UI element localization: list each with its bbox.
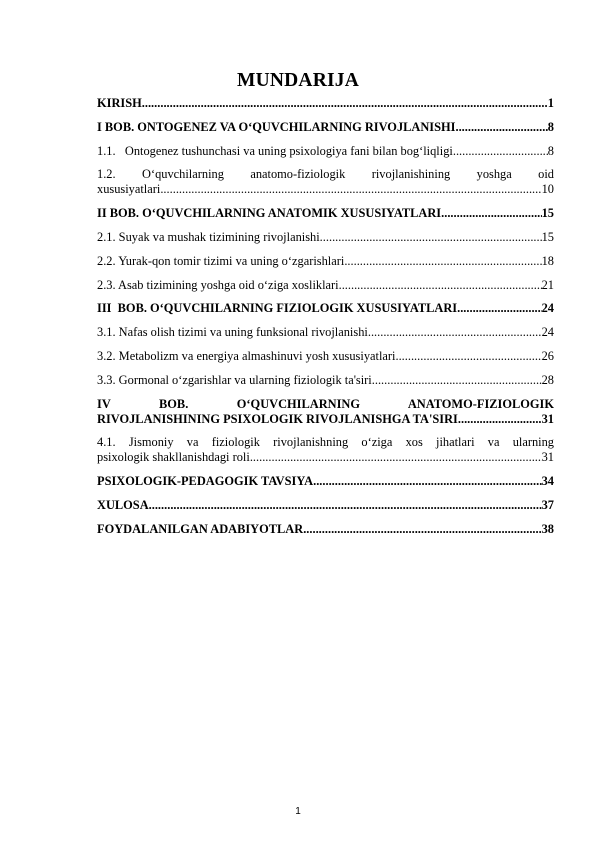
toc-entry-text: 2.3. Asab tizimining yoshga oid o‘ziga xosliklari <box>97 277 339 292</box>
toc-entry-text-line2: RIVOJLANISHINING PSIXOLOGIK RIVOJLANISHGA TA'SIRI <box>97 411 458 426</box>
toc-entry-3-2[interactable] <box>97 349 554 364</box>
dot-leader <box>142 96 548 111</box>
dot-leader <box>320 230 542 245</box>
dot-leader <box>344 254 541 269</box>
toc-entry-text-line1: 4.1. Jismoniy va fiziologik rivojlanishning o‘ziga xos jihatlari va ularning <box>97 435 554 450</box>
toc-entry-text-line1: IV BOB. O‘QUVCHILARNING ANATOMO-FIZIOLOGIK <box>97 396 554 411</box>
toc-page-number: 18 <box>541 253 554 268</box>
toc-entry-1-1[interactable] <box>97 144 554 159</box>
toc-entry-text: I BOB. ONTOGENEZ VA O‘QUVCHILARNING RIVOJLANISHI <box>97 119 456 134</box>
toc-page-number: 21 <box>541 277 554 292</box>
dot-leader <box>453 144 548 159</box>
toc-entry-text: 3.3. Gormonal o‘zgarishlar va ularning fiziologik ta'siri <box>97 372 372 387</box>
dot-leader <box>457 301 542 316</box>
toc-entry-text: 2.1. Suyak va mushak tizimining rivojlanishi <box>97 229 320 244</box>
toc-entry-text: 3.2. Metabolizm va energiya almashinuvi yosh xususiyatlari <box>97 348 396 363</box>
toc-entry-chapter-2[interactable] <box>97 206 554 221</box>
toc-page-number: 38 <box>541 521 554 536</box>
dot-leader <box>160 182 541 197</box>
toc-entry-chapter-1[interactable] <box>97 120 554 135</box>
toc-page-number: 34 <box>541 474 554 489</box>
toc-entry-text: PSIXOLOGIK-PEDAGOGIK TAVSIYA <box>97 474 314 489</box>
dot-leader <box>313 474 542 489</box>
toc-page-number: 24 <box>541 325 554 340</box>
toc-entry-text: XULOSA <box>97 497 149 512</box>
toc-entry-recommendations[interactable] <box>97 474 554 489</box>
toc-entry-text-line1: 1.2. O‘quvchilarning anatomo-fiziologik rivojlanishining yoshga oid <box>97 167 554 182</box>
toc-page-number: 31 <box>541 450 554 465</box>
toc-entry-references[interactable] <box>97 522 554 537</box>
toc-page-number: 37 <box>541 497 554 512</box>
toc-entry-text: 2.2. Yurak-qon tomir tizimi va uning o‘zgarishlari <box>97 253 345 268</box>
toc-entry-4-1[interactable] <box>97 435 554 465</box>
toc-page-number: 24 <box>541 301 554 316</box>
page-number: 1 <box>295 806 301 817</box>
toc-entry-2-2[interactable] <box>97 254 554 269</box>
toc-page-number: 28 <box>541 372 554 387</box>
dot-leader <box>395 349 541 364</box>
toc-entry-chapter-4[interactable] <box>97 397 554 427</box>
dot-leader <box>250 450 542 465</box>
toc-entry-text: III BOB. O‘QUVCHILARNING FIZIOLOGIK XUSUSIYATLARI <box>97 301 458 316</box>
toc-page-number: 10 <box>541 182 554 197</box>
toc-entry-chapter-3[interactable] <box>97 301 554 316</box>
toc-entry-text: 3.1. Nafas olish tizimi va uning funksional rivojlanishi <box>97 325 368 340</box>
dot-leader <box>441 206 541 221</box>
toc-entry-text: FOYDALANILGAN ADABIYOTLAR <box>97 521 304 536</box>
dot-leader <box>339 278 542 293</box>
dot-leader <box>303 522 541 537</box>
toc-entry-2-3[interactable] <box>97 278 554 293</box>
toc-entry-kirish[interactable] <box>97 96 554 111</box>
toc-entry-text-line2: psixologik shakllanishdagi roli <box>97 450 250 465</box>
toc-page-number: 8 <box>547 119 554 134</box>
dot-leader <box>455 120 547 135</box>
toc-title: MUNDARIJA <box>236 70 360 91</box>
toc-entry-text: KIRISH <box>97 96 142 110</box>
toc-entry-text: II BOB. O‘QUVCHILARNING ANATOMIK XUSUSIYATLARI <box>97 206 442 221</box>
toc-page-number: 8 <box>547 143 554 158</box>
dot-leader <box>458 412 542 427</box>
toc-page-number: 15 <box>541 229 554 244</box>
dot-leader <box>149 498 542 513</box>
toc-entry-1-2[interactable] <box>97 167 554 197</box>
toc-page-number: 31 <box>541 411 554 426</box>
toc-entry-text: 1.1. Ontogenez tushunchasi va uning psixologiya fani bilan bog‘liqligi <box>97 143 453 158</box>
dot-leader <box>372 373 542 388</box>
toc-entry-3-3[interactable] <box>97 373 554 388</box>
toc-entry-text-line2: xususiyatlari <box>97 182 161 197</box>
toc-page-number: 15 <box>541 206 554 221</box>
dot-leader <box>368 325 542 340</box>
toc-page-number: 26 <box>541 348 554 363</box>
toc-entry-conclusion[interactable] <box>97 498 554 513</box>
toc-page-number: 1 <box>547 96 554 110</box>
toc-entry-3-1[interactable] <box>97 325 554 340</box>
toc-entry-2-1[interactable] <box>97 230 554 245</box>
table-of-contents <box>97 96 554 546</box>
